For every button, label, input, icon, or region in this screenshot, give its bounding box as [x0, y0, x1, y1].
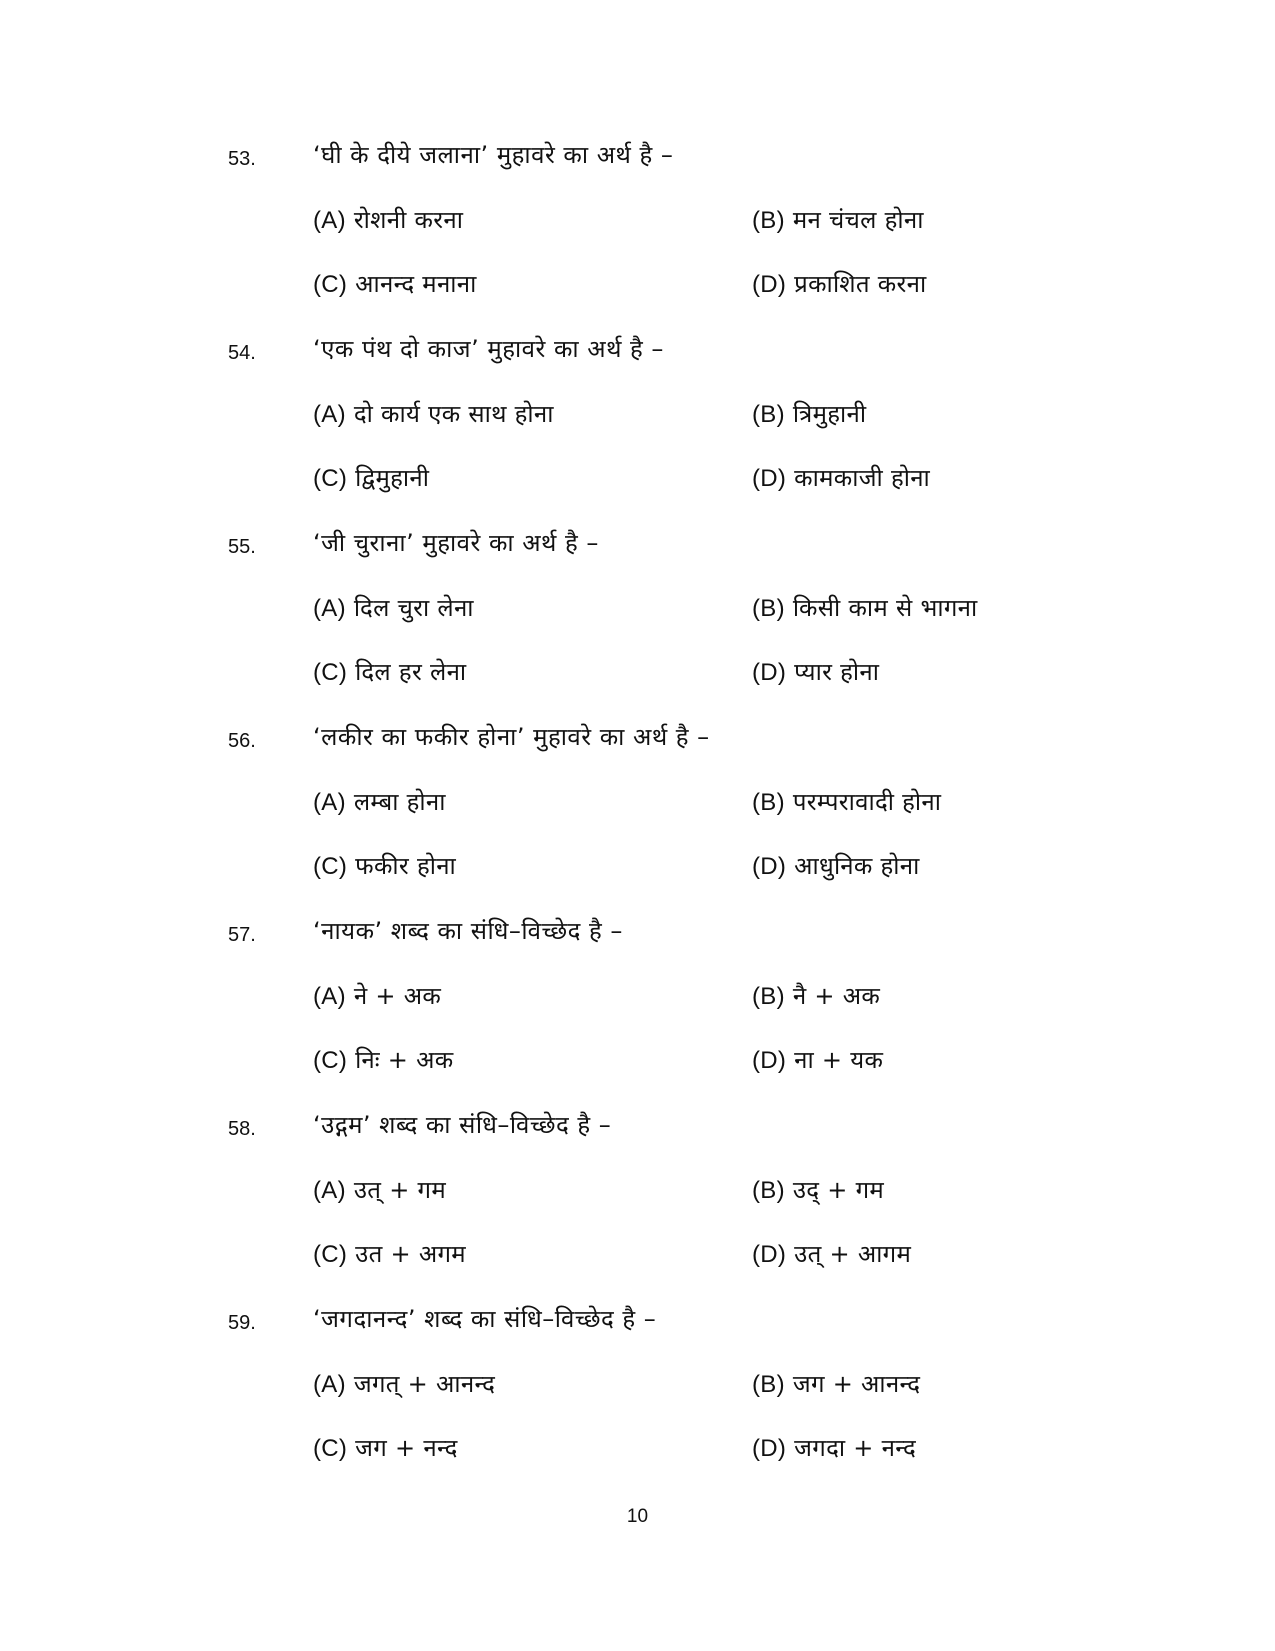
- option-letter: (A): [313, 401, 346, 428]
- option-d: [752, 655, 879, 688]
- option-text: उत + अगम: [355, 1240, 466, 1268]
- option-text: दिल हर लेना: [355, 658, 467, 686]
- question-number: 59.: [228, 1312, 256, 1334]
- option-letter: (A): [313, 1177, 346, 1204]
- option-text: जग + आनन्द: [792, 1370, 921, 1398]
- option-letter: (A): [313, 789, 346, 816]
- question-text: ‘जगदानन्द’ शब्द का संधि–विच्छेद है –: [313, 1305, 657, 1333]
- question-number: 54.: [228, 342, 256, 364]
- option-letter: (B): [752, 1371, 785, 1398]
- option-c: [313, 849, 456, 882]
- question-text: ‘नायक’ शब्द का संधि–विच्छेद है –: [313, 917, 623, 945]
- option-text: उद् + गम: [792, 1176, 885, 1204]
- option-c: [313, 461, 429, 494]
- option-text: दिल चुरा लेना: [353, 594, 474, 622]
- option-letter: (C): [313, 1435, 348, 1462]
- option-text: किसी काम से भागना: [792, 594, 978, 622]
- option-d: [752, 1431, 916, 1464]
- question-stem: [0, 720, 1275, 760]
- option-text: नै + अक: [792, 982, 881, 1010]
- option-text: त्रिमुहानी: [792, 400, 867, 428]
- option-letter: (B): [752, 401, 785, 428]
- option-text: परम्परावादी होना: [792, 788, 942, 816]
- option-text: प्यार होना: [794, 658, 880, 686]
- option-text: प्रकाशित करना: [794, 270, 927, 298]
- question-text: ‘घी के दीये जलाना’ मुहावरे का अर्थ है –: [313, 141, 674, 169]
- option-letter: (A): [313, 1371, 346, 1398]
- question-stem: [0, 332, 1275, 372]
- option-letter: (A): [313, 207, 346, 234]
- option-letter: (D): [752, 853, 787, 880]
- option-b: [752, 1367, 920, 1400]
- option-letter: (D): [752, 465, 787, 492]
- option-c: [313, 267, 477, 300]
- question-stem: [0, 1108, 1275, 1148]
- question-stem: [0, 138, 1275, 178]
- option-text: दो कार्य एक साथ होना: [353, 400, 554, 428]
- option-text: जग + नन्द: [355, 1434, 458, 1462]
- question-stem: [0, 526, 1275, 566]
- option-text: मन चंचल होना: [792, 206, 924, 234]
- option-text: निः + अक: [355, 1046, 454, 1074]
- option-letter: (B): [752, 207, 785, 234]
- option-text: आनन्द मनाना: [355, 270, 477, 298]
- option-c: [313, 1043, 453, 1076]
- option-text: ने + अक: [353, 982, 442, 1010]
- question-text: ‘लकीर का फकीर होना’ मुहावरे का अर्थ है –: [313, 723, 710, 751]
- option-d: [752, 1043, 883, 1076]
- question-number: 58.: [228, 1118, 256, 1140]
- option-c: [313, 655, 466, 688]
- option-text: जगदा + नन्द: [794, 1434, 916, 1462]
- option-letter: (C): [313, 659, 348, 686]
- option-letter: (D): [752, 271, 787, 298]
- question-stem: [0, 1302, 1275, 1342]
- option-letter: (D): [752, 1047, 787, 1074]
- question-stem: [0, 914, 1275, 954]
- option-c: [313, 1237, 466, 1270]
- option-b: [752, 1173, 884, 1206]
- option-a: [313, 397, 554, 430]
- option-text: कामकाजी होना: [794, 464, 931, 492]
- question-text: ‘उद्गम’ शब्द का संधि–विच्छेद है –: [313, 1111, 612, 1139]
- option-a: [313, 1367, 495, 1400]
- option-letter: (B): [752, 983, 785, 1010]
- option-letter: (B): [752, 789, 785, 816]
- option-d: [752, 267, 927, 300]
- page-number: 10: [626, 1506, 649, 1527]
- question-number: 57.: [228, 924, 256, 946]
- option-text: लम्बा होना: [353, 788, 446, 816]
- option-letter: (B): [752, 1177, 785, 1204]
- option-text: फकीर होना: [355, 852, 457, 880]
- option-letter: (C): [313, 1241, 348, 1268]
- option-text: रोशनी करना: [353, 206, 464, 234]
- option-b: [752, 397, 866, 430]
- option-letter: (A): [313, 595, 346, 622]
- option-letter: (B): [752, 595, 785, 622]
- option-b: [752, 591, 977, 624]
- question-number: 56.: [228, 730, 256, 752]
- option-letter: (D): [752, 659, 787, 686]
- option-letter: (C): [313, 1047, 348, 1074]
- option-letter: (C): [313, 465, 348, 492]
- option-text: उत् + आगम: [794, 1240, 912, 1268]
- option-text: उत् + गम: [353, 1176, 447, 1204]
- option-c: [313, 1431, 458, 1464]
- option-letter: (D): [752, 1435, 787, 1462]
- option-a: [313, 1173, 446, 1206]
- option-a: [313, 785, 446, 818]
- option-a: [313, 979, 441, 1012]
- option-text: ना + यक: [794, 1046, 884, 1074]
- question-number: 55.: [228, 536, 256, 558]
- option-a: [313, 591, 474, 624]
- option-text: द्विमुहानी: [355, 464, 430, 492]
- option-text: आधुनिक होना: [794, 852, 920, 880]
- option-letter: (A): [313, 983, 346, 1010]
- question-text: ‘जी चुराना’ मुहावरे का अर्थ है –: [313, 529, 599, 557]
- option-text: जगत् + आनन्द: [353, 1370, 496, 1398]
- option-letter: (C): [313, 271, 348, 298]
- question-text: ‘एक पंथ दो काज’ मुहावरे का अर्थ है –: [313, 335, 664, 363]
- option-d: [752, 1237, 911, 1270]
- option-letter: (C): [313, 853, 348, 880]
- option-b: [752, 203, 924, 236]
- option-b: [752, 785, 941, 818]
- option-b: [752, 979, 880, 1012]
- option-d: [752, 849, 920, 882]
- option-letter: (D): [752, 1241, 787, 1268]
- option-a: [313, 203, 463, 236]
- option-d: [752, 461, 930, 494]
- question-number: 53.: [228, 148, 256, 170]
